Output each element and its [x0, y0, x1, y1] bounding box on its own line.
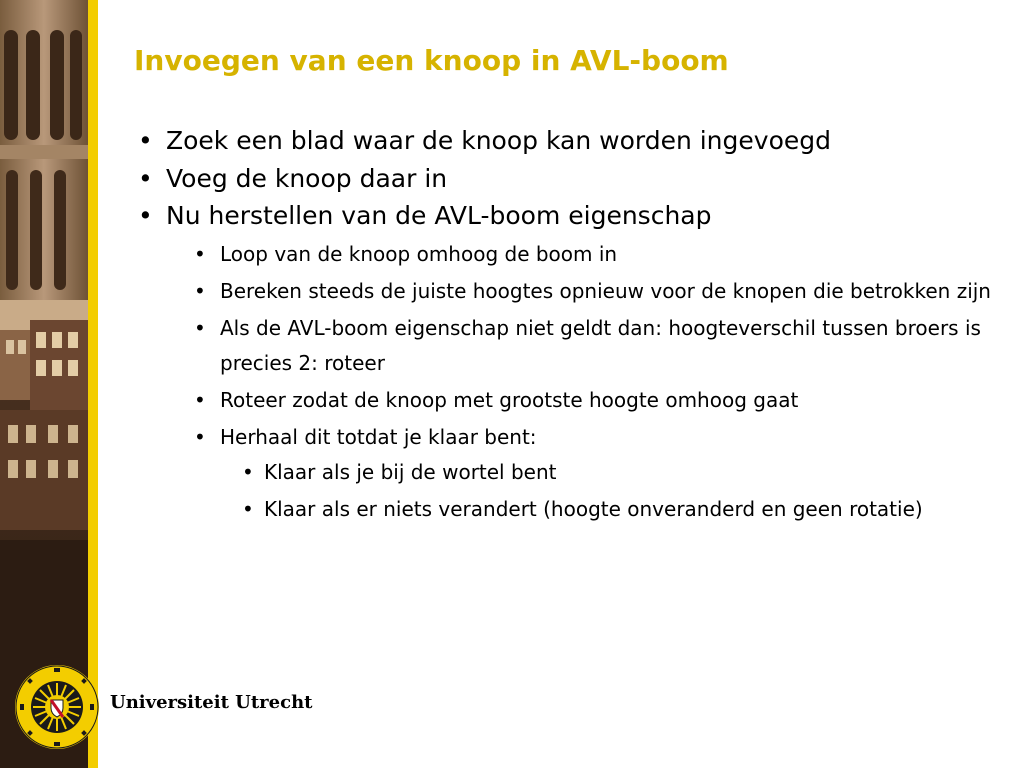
sub-bullet-item	[190, 237, 996, 272]
sub-bullet-item	[190, 311, 996, 381]
sub-bullet-item	[190, 383, 996, 418]
sub-bullet-text: Herhaal dit totdat je klaar bent:	[220, 424, 537, 449]
bullet-item	[136, 122, 996, 160]
sub-bullet-text: Bereken steeds de juiste hoogtes opnieuw voor de knopen die betrokken zijn	[220, 278, 991, 303]
slide-content	[98, 0, 1024, 768]
sub-bullet-text: Als de AVL-boom eigenschap niet geldt dan: hoogteverschil tussen broers is precies 2: roteer	[220, 315, 981, 375]
sub-bullet-text: Loop van de knoop omhoog de boom in	[220, 241, 618, 266]
university-wordmark: Universiteit Utrecht	[110, 692, 313, 713]
sub-sub-bullet-list	[220, 455, 996, 527]
bullet-item	[136, 160, 996, 198]
sub-bullet-item	[190, 274, 996, 309]
bullet-list	[136, 122, 996, 529]
sub-sub-bullet-text: Klaar als je bij de wortel bent	[264, 459, 557, 484]
bullet-text: Nu herstellen van de AVL-boom eigenschap	[166, 201, 712, 230]
university-logo	[14, 662, 314, 752]
bullet-text: Voeg de knoop daar in	[166, 163, 448, 193]
sub-bullet-text: Roteer zodat de knoop met grootste hoogte omhoog gaat	[220, 387, 799, 412]
bullet-text: Zoek een blad waar de knoop kan worden ingevoegd	[166, 126, 831, 155]
cathedral-tower-photo	[0, 0, 88, 768]
sub-sub-bullet-item	[240, 455, 996, 490]
sub-bullet-list	[166, 237, 996, 527]
university-seal-icon	[14, 664, 100, 750]
accent-bar	[88, 0, 98, 768]
bullet-item	[136, 197, 996, 527]
slide-title: Invoegen van een knoop in AVL-boom	[134, 44, 729, 77]
sub-sub-bullet-item	[240, 492, 996, 527]
sub-sub-bullet-text: Klaar als er niets verandert (hoogte onveranderd en geen rotatie)	[264, 496, 923, 521]
sub-bullet-item	[190, 420, 996, 527]
